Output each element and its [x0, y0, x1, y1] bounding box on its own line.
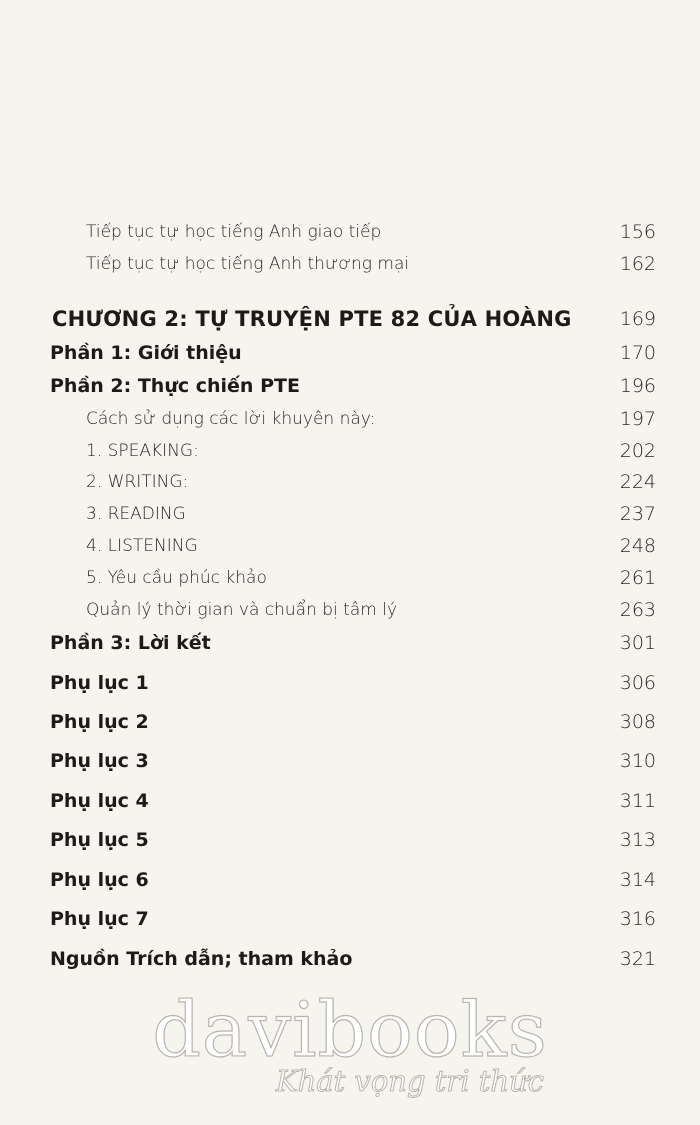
toc-part-heading: [0, 371, 700, 401]
toc-entry-page: 261: [619, 567, 656, 589]
toc-entry-page: 156: [619, 221, 656, 243]
toc-entry-page: 196: [619, 375, 656, 397]
toc-appendix-entry: [0, 825, 700, 855]
toc-appendix-entry: [0, 786, 700, 816]
watermark: [0, 985, 700, 1098]
toc-entry-page: 308: [619, 711, 656, 733]
toc-appendix-entry: [0, 904, 700, 934]
toc-entry-page: 314: [619, 869, 656, 891]
toc-entry-title: 3. READING: [86, 504, 186, 524]
toc-entry-title: Phụ lục 6: [50, 869, 149, 891]
toc-entry-title: Phần 1: Giới thiệu: [50, 342, 242, 364]
toc-entry-page: 311: [619, 790, 656, 812]
toc-entry-title: Phần 2: Thực chiến PTE: [50, 375, 300, 397]
toc-entry: [0, 595, 700, 625]
toc-entry: [0, 404, 700, 434]
toc-entry-title: Quản lý thời gian và chuẩn bị tâm lý: [86, 600, 398, 620]
toc-entry-title: Phần 3: Lời kết: [50, 632, 211, 654]
watermark-brand: davibooks: [152, 985, 548, 1074]
toc-entry-title: Nguồn Trích dẫn; tham khảo: [50, 948, 353, 970]
toc-references-entry: [0, 944, 700, 974]
toc-entry-title: Phụ lục 3: [50, 750, 149, 772]
toc-entry-title: 5. Yêu cầu phúc khảo: [86, 568, 267, 588]
toc-entry: [0, 217, 700, 247]
toc-entry-page: 197: [619, 408, 656, 430]
toc-entry: [0, 563, 700, 593]
toc-entry-page: 306: [619, 672, 656, 694]
toc-entry-page: 313: [619, 829, 656, 851]
toc-entry: [0, 467, 700, 497]
toc-entry-title: 1. SPEAKING:: [86, 441, 199, 461]
toc-appendix-entry: [0, 668, 700, 698]
toc-entry-page: 224: [619, 471, 656, 493]
toc-entry: [0, 499, 700, 529]
toc-entry-title: 4. LISTENING: [86, 536, 198, 556]
toc-entry: [0, 436, 700, 466]
toc-entry-title: Tiếp tục tự học tiếng Anh giao tiếp: [86, 222, 382, 242]
toc-entry-page: 263: [619, 599, 656, 621]
toc-entry-title: Phụ lục 1: [50, 672, 149, 694]
toc-chapter-heading: [0, 304, 700, 334]
watermark-tagline: Khát vọng tri thức: [275, 1064, 545, 1098]
toc-entry-title: 2. WRITING:: [86, 472, 189, 492]
toc-entry-title: Phụ lục 4: [50, 790, 149, 812]
toc-entry: [0, 249, 700, 279]
toc-entry-page: 169: [619, 308, 656, 330]
toc-appendix-entry: [0, 746, 700, 776]
toc-entry-page: 237: [619, 503, 656, 525]
toc-entry-title: CHƯƠNG 2: TỰ TRUYỆN PTE 82 CỦA HOÀNG: [52, 307, 572, 331]
toc-entry-page: 202: [619, 440, 656, 462]
toc-part-heading: [0, 628, 700, 658]
toc-appendix-entry: [0, 865, 700, 895]
toc-part-heading: [0, 338, 700, 368]
toc-entry-title: Cách sử dụng các lời khuyên này:: [86, 409, 376, 429]
toc-entry-page: 310: [619, 750, 656, 772]
toc-appendix-entry: [0, 707, 700, 737]
toc-entry-title: Phụ lục 2: [50, 711, 149, 733]
toc-entry-title: Phụ lục 7: [50, 908, 149, 930]
toc-entry-page: 162: [619, 253, 656, 275]
toc-entry-page: 316: [619, 908, 656, 930]
toc-entry-title: Phụ lục 5: [50, 829, 149, 851]
toc-entry-page: 248: [619, 535, 656, 557]
toc-entry-page: 321: [619, 948, 656, 970]
toc-entry: [0, 531, 700, 561]
toc-entry-page: 301: [619, 632, 656, 654]
toc-entry-title: Tiếp tục tự học tiếng Anh thương mại: [86, 254, 410, 274]
toc-entry-page: 170: [619, 342, 656, 364]
